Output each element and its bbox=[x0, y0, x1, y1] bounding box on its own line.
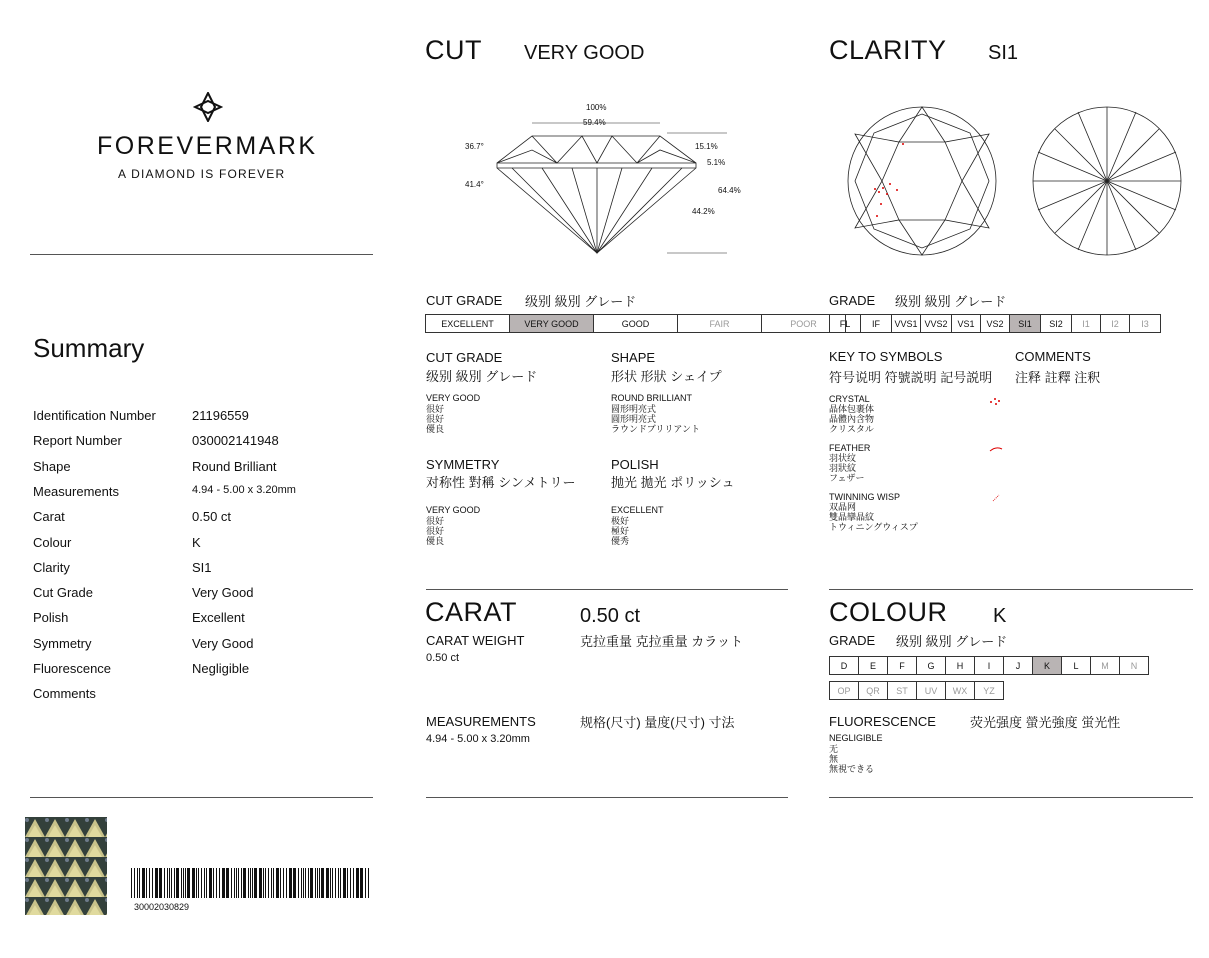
shape-value-jp2: 圓形明亮式 bbox=[611, 414, 657, 424]
symbol-twinning-wisp: TWINNING WISP bbox=[829, 492, 900, 502]
grade-cell: N bbox=[1130, 660, 1138, 671]
grade-cell: I1 bbox=[1072, 315, 1101, 332]
barcode-graphic bbox=[131, 868, 371, 898]
summary-value: Negligible bbox=[192, 661, 250, 676]
comments-jp: 注释 註釋 注釈 bbox=[1015, 370, 1101, 385]
colour-value: K bbox=[993, 605, 1007, 627]
grade-cell: EXCELLENT bbox=[426, 315, 510, 332]
grade-cell: YZ bbox=[983, 685, 995, 696]
symbol-feather-jp3: フェザー bbox=[829, 473, 865, 483]
grade-cell: FL bbox=[830, 315, 861, 332]
colour-grade-jp: 级别 級別 グレード bbox=[896, 634, 1008, 649]
clarity-grade-scale bbox=[829, 314, 1161, 333]
clarity-plot-pavilion bbox=[1030, 104, 1185, 259]
summary-value: 030002141948 bbox=[192, 433, 279, 449]
brand-tagline: A DIAMOND IS FOREVER bbox=[118, 167, 286, 181]
grade-cell: FAIR bbox=[678, 315, 762, 332]
symmetry-heading-jp: 对称性 對稱 シンメトリー bbox=[426, 475, 576, 490]
key-to-symbols-label: KEY TO SYMBOLS bbox=[829, 349, 943, 364]
cut-value: VERY GOOD bbox=[524, 42, 645, 64]
summary-value: 4.94 - 5.00 x 3.20mm bbox=[192, 483, 296, 496]
clarity-plot-crown bbox=[845, 104, 1000, 259]
symbol-crystal-jp1: 晶体包裹体 bbox=[829, 404, 875, 414]
cut-grade-value-jp1: 很好 bbox=[426, 404, 445, 414]
symbol-twinning-jp3: トウィニングウィスプ bbox=[829, 522, 918, 532]
symbol-crystal-jp3: クリスタル bbox=[829, 424, 874, 434]
summary-key: Polish bbox=[33, 610, 69, 626]
cut-grade-scale bbox=[425, 314, 846, 333]
symmetry-value-jp3: 優良 bbox=[426, 536, 445, 546]
polish-value-jp2: 極好 bbox=[611, 526, 630, 536]
grade-cell: VERY GOOD bbox=[510, 315, 594, 332]
polish-value-jp3: 優秀 bbox=[611, 536, 630, 546]
shape-value-jp1: 圆形明亮式 bbox=[611, 404, 657, 414]
carat-weight-value: 0.50 ct bbox=[426, 652, 460, 664]
hologram-image bbox=[25, 817, 107, 915]
grade-cell: L bbox=[1062, 657, 1091, 674]
summary-value: Excellent bbox=[192, 610, 245, 626]
fluorescence-jp: 荧光强度 螢光強度 蛍光性 bbox=[970, 715, 1121, 730]
summary-value: 0.50 ct bbox=[192, 509, 232, 525]
summary-value: Very Good bbox=[192, 635, 254, 651]
symbol-feather-jp1: 羽状纹 bbox=[829, 453, 857, 463]
summary-value: K bbox=[192, 534, 201, 550]
measurements-label: MEASUREMENTS bbox=[426, 714, 536, 729]
grade-cell: VS2 bbox=[981, 315, 1010, 332]
summary-key: Measurements bbox=[33, 483, 119, 499]
grade-cell: VVS1 bbox=[892, 315, 921, 332]
carat-title: CARAT bbox=[425, 597, 518, 627]
symbol-twinning-jp2: 雙晶攣晶紋 bbox=[829, 512, 875, 522]
cut-grade-value-jp2: 很好 bbox=[426, 414, 445, 424]
divider bbox=[426, 797, 788, 798]
grade-cell: I2 bbox=[1101, 315, 1130, 332]
diagram-pavilion-angle: 41.4° bbox=[465, 180, 484, 189]
grade-cell: OP bbox=[830, 682, 859, 699]
shape-heading-jp: 形状 形狀 シェイプ bbox=[611, 369, 722, 384]
grade-cell: I3 bbox=[1141, 318, 1149, 329]
diagram-total-depth: 100% bbox=[586, 103, 607, 112]
polish-heading: POLISH bbox=[611, 457, 659, 472]
summary-value: 21196559 bbox=[192, 408, 249, 423]
grade-cell: D bbox=[830, 657, 859, 674]
symbol-crystal: CRYSTAL bbox=[829, 394, 870, 404]
clarity-grade-label: GRADE bbox=[829, 293, 876, 308]
diagram-girdle: 5.1% bbox=[707, 158, 726, 167]
shape-heading: SHAPE bbox=[611, 350, 656, 365]
diagram-crown-angle: 36.7° bbox=[465, 142, 484, 151]
grade-cell: POOR bbox=[790, 318, 817, 329]
summary-value: Very Good bbox=[192, 585, 254, 601]
crystal-symbol-icon bbox=[988, 395, 1004, 407]
summary-key: Carat bbox=[33, 509, 65, 525]
grade-cell: SI2 bbox=[1041, 315, 1072, 332]
grade-cell: E bbox=[859, 657, 888, 674]
diagram-depth: 64.4% bbox=[718, 186, 741, 195]
polish-value-jp1: 极好 bbox=[611, 516, 630, 526]
summary-title: Summary bbox=[33, 333, 145, 363]
fluorescence-value-jp1: 无 bbox=[829, 744, 839, 754]
divider bbox=[426, 589, 788, 590]
symmetry-heading: SYMMETRY bbox=[426, 457, 500, 472]
colour-grade-scale-2 bbox=[829, 681, 1004, 700]
clarity-title: CLARITY bbox=[829, 35, 947, 65]
diagram-pavilion-depth: 44.2% bbox=[692, 207, 715, 216]
forevermark-logo-icon bbox=[193, 92, 223, 122]
summary-key: Fluorescence bbox=[33, 661, 112, 676]
symbol-feather: FEATHER bbox=[829, 443, 871, 453]
carat-weight-jp: 克拉重量 克拉重量 カラット bbox=[580, 634, 743, 649]
grade-cell: QR bbox=[859, 682, 888, 699]
colour-grade-scale bbox=[829, 656, 1149, 675]
grade-cell: IF bbox=[861, 315, 892, 332]
grade-cell: M bbox=[1091, 657, 1120, 674]
fluorescence-label: FLUORESCENCE bbox=[829, 714, 936, 729]
grade-cell: G bbox=[917, 657, 946, 674]
summary-value: SI1 bbox=[192, 559, 212, 575]
grade-cell: F bbox=[888, 657, 917, 674]
cut-grade-heading: CUT GRADE bbox=[426, 350, 503, 365]
grade-cell: ST bbox=[888, 682, 917, 699]
fluorescence-value: NEGLIGIBLE bbox=[829, 733, 883, 743]
divider bbox=[30, 254, 373, 255]
symbol-twinning-jp1: 双晶网 bbox=[829, 502, 857, 512]
summary-key: Symmetry bbox=[33, 635, 92, 651]
divider bbox=[829, 589, 1193, 590]
grade-cell: GOOD bbox=[594, 315, 678, 332]
cut-grade-jp: 级别 級別 グレード bbox=[525, 294, 637, 309]
carat-weight-label: CARAT WEIGHT bbox=[426, 633, 525, 648]
polish-value: EXCELLENT bbox=[611, 505, 664, 515]
divider bbox=[829, 797, 1193, 798]
feather-symbol-icon bbox=[988, 444, 1004, 454]
cut-grade-label: CUT GRADE bbox=[426, 293, 503, 308]
summary-key: Cut Grade bbox=[33, 585, 93, 601]
cut-title: CUT bbox=[425, 35, 482, 65]
colour-title: COLOUR bbox=[829, 597, 948, 627]
shape-value-jp3: ラウンドブリリアント bbox=[611, 424, 701, 434]
clarity-grade-jp: 级别 級別 グレード bbox=[895, 294, 1007, 309]
fluorescence-value-jp3: 無視できる bbox=[829, 764, 875, 774]
summary-key: Comments bbox=[33, 686, 96, 702]
polish-heading-jp: 抛光 拋光 ポリッシュ bbox=[611, 475, 735, 490]
brand-name: FOREVERMARK bbox=[97, 132, 318, 160]
grade-cell: VS1 bbox=[952, 315, 981, 332]
grade-cell: K bbox=[1033, 657, 1062, 674]
grade-cell: VVS2 bbox=[921, 315, 952, 332]
grade-cell: I bbox=[975, 657, 1004, 674]
symbol-crystal-jp2: 晶體內含物 bbox=[829, 414, 875, 424]
summary-value: Round Brilliant bbox=[192, 458, 277, 474]
summary-key: Report Number bbox=[33, 433, 122, 449]
carat-value: 0.50 ct bbox=[580, 605, 641, 627]
grade-cell: J bbox=[1004, 657, 1033, 674]
diagram-table: 59.4% bbox=[583, 118, 606, 127]
cut-proportion-diagram bbox=[462, 98, 752, 263]
summary-key: Clarity bbox=[33, 559, 70, 575]
barcode-number: 30002030829 bbox=[134, 902, 190, 912]
grade-cell: UV bbox=[917, 682, 946, 699]
summary-key: Shape bbox=[33, 458, 71, 474]
grade-cell: SI1 bbox=[1010, 315, 1041, 332]
clarity-value: SI1 bbox=[988, 42, 1019, 64]
shape-value: ROUND BRILLIANT bbox=[611, 393, 693, 403]
summary-key: Identification Number bbox=[33, 408, 156, 423]
fluorescence-value-jp2: 無 bbox=[829, 754, 839, 764]
symbol-feather-jp2: 羽狀紋 bbox=[829, 463, 857, 473]
divider bbox=[30, 797, 373, 798]
measurements-value: 4.94 - 5.00 x 3.20mm bbox=[426, 733, 530, 745]
cut-grade-value: VERY GOOD bbox=[426, 393, 481, 403]
grade-cell: H bbox=[946, 657, 975, 674]
comments-label: COMMENTS bbox=[1015, 349, 1091, 364]
symmetry-value-jp2: 很好 bbox=[426, 526, 445, 536]
twinning-wisp-symbol-icon bbox=[990, 493, 1002, 503]
key-to-symbols-jp: 符号说明 符號説明 記号説明 bbox=[829, 370, 993, 385]
grade-cell: WX bbox=[946, 682, 975, 699]
cut-grade-heading-jp: 级别 級別 グレード bbox=[426, 369, 538, 384]
summary-key: Colour bbox=[33, 534, 72, 550]
diagram-crown-height: 15.1% bbox=[695, 142, 718, 151]
symmetry-value-jp1: 很好 bbox=[426, 516, 445, 526]
cut-grade-value-jp3: 優良 bbox=[426, 424, 445, 434]
colour-grade-label: GRADE bbox=[829, 633, 876, 648]
symmetry-value: VERY GOOD bbox=[426, 505, 481, 515]
measurements-jp: 规格(尺寸) 量度(尺寸) 寸法 bbox=[580, 715, 735, 730]
